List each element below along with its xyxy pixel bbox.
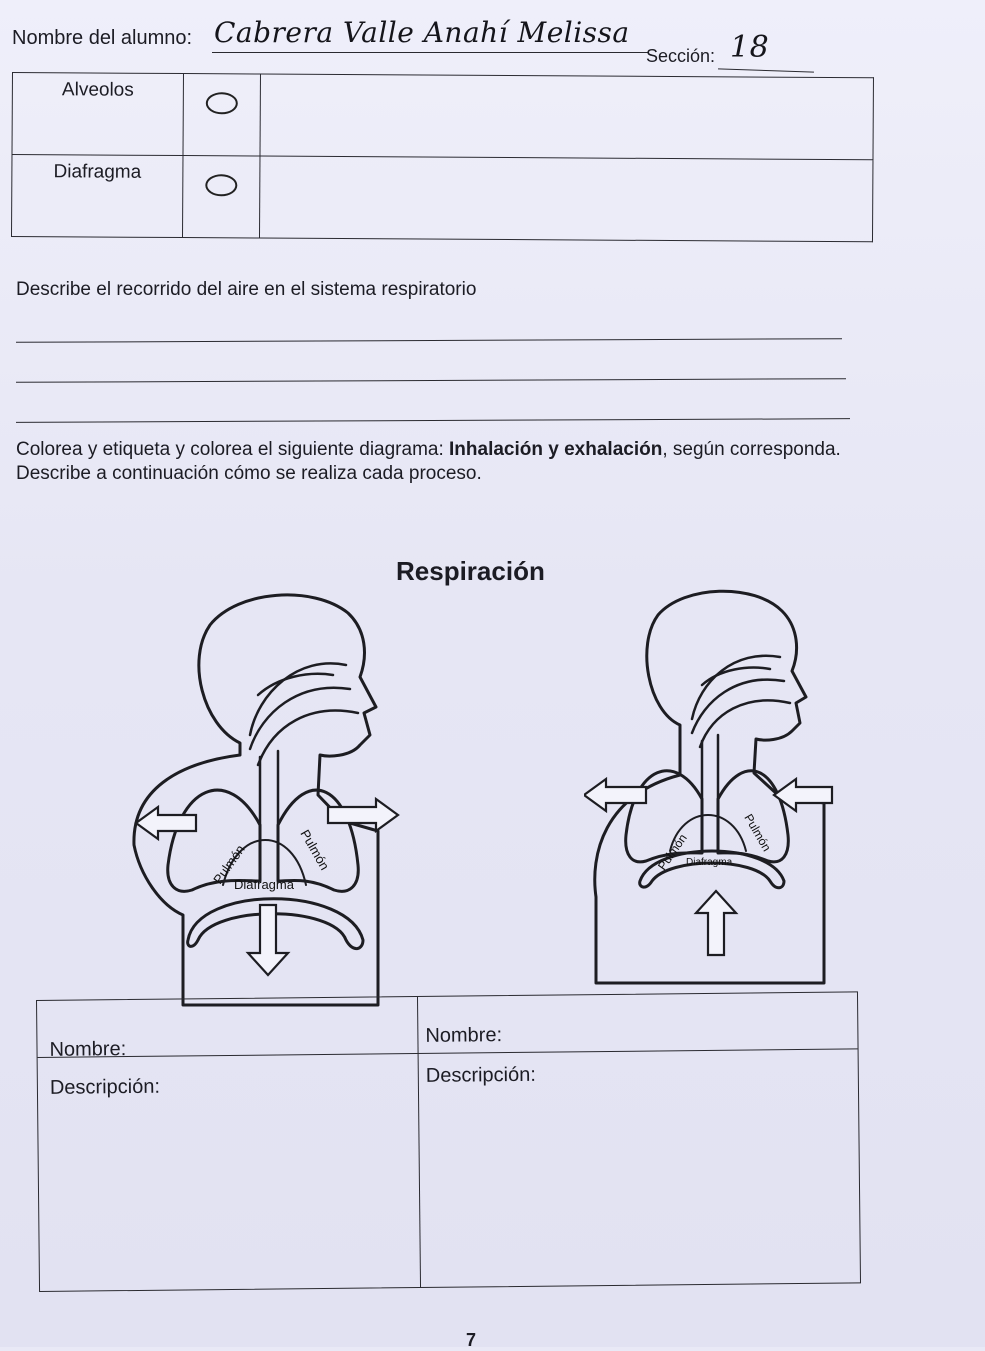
alveolos-circle-icon[interactable] (206, 92, 238, 114)
student-name-value: Cabrera Valle Anahí Melissa (214, 16, 630, 49)
question-2-text-bold: Inhalación y exhalación (449, 439, 663, 460)
answer-line-2[interactable] (16, 378, 846, 383)
right-name-field[interactable] (517, 1015, 847, 1044)
left-arrow-out-left-icon (136, 807, 196, 839)
right-description-field[interactable] (424, 1088, 852, 1278)
diafragma-circle-icon[interactable] (205, 174, 237, 196)
question-2-text-start: Colorea y etiqueta y colorea el siguiente diagrama: (16, 439, 450, 460)
terms-table (11, 72, 874, 242)
right-arrow-in-left-icon (584, 779, 646, 811)
question-2-text-end: , según corresponda. Describe a continuación cómo se realiza cada proceso. (16, 439, 841, 484)
term-diafragma: Diafragma (11, 155, 182, 238)
page-number: 7 (466, 1330, 477, 1350)
left-lung-right-label: Pulmón (297, 827, 333, 873)
term-alveolos: Alveolos (12, 73, 183, 156)
left-name-label: Nombre: (49, 1038, 127, 1061)
student-name-line (212, 52, 648, 53)
right-lung-left-label: Pulmón (654, 831, 690, 873)
terms-row-diafragma (11, 155, 872, 242)
left-diaphragm-label: Diafragma (234, 877, 294, 892)
right-arrow-up-icon (696, 891, 736, 955)
section-value: 18 (730, 30, 770, 65)
left-description-field[interactable] (44, 1101, 412, 1285)
diafragma-circle-cell (182, 156, 259, 238)
left-respiration-diagram (128, 585, 408, 1010)
right-respiration-diagram (584, 585, 844, 985)
right-description-label: Descripción: (425, 1063, 536, 1087)
diagram-title: Respiración (396, 556, 545, 586)
left-head-outline (134, 595, 378, 1005)
section-line (718, 68, 814, 72)
terms-row-alveolos (12, 73, 873, 160)
alveolos-circle-cell (183, 74, 260, 156)
left-description-label: Descripción: (49, 1075, 161, 1099)
question-1-text: Describe el recorrido del aire en el sistema respiratorio (16, 279, 477, 300)
answer-table (36, 991, 861, 1292)
alveolos-answer-cell[interactable] (260, 74, 873, 160)
right-diaphragm-label: Diafragma (686, 857, 733, 868)
answer-table-vertical-divider (417, 997, 421, 1287)
question-2-text (16, 438, 856, 486)
diafragma-answer-cell[interactable] (259, 156, 872, 242)
answer-line-3[interactable] (16, 418, 850, 423)
right-lung-right-label: Pulmón (741, 811, 774, 854)
left-lung-left-label: Pulmón (210, 842, 248, 887)
left-name-field[interactable] (137, 1027, 407, 1054)
right-lung-left (626, 771, 702, 862)
section-label: Sección: (646, 46, 716, 66)
right-name-label: Nombre: (425, 1024, 503, 1047)
answer-line-1[interactable] (16, 338, 842, 343)
student-name-label: Nombre del alumno: (12, 27, 193, 49)
